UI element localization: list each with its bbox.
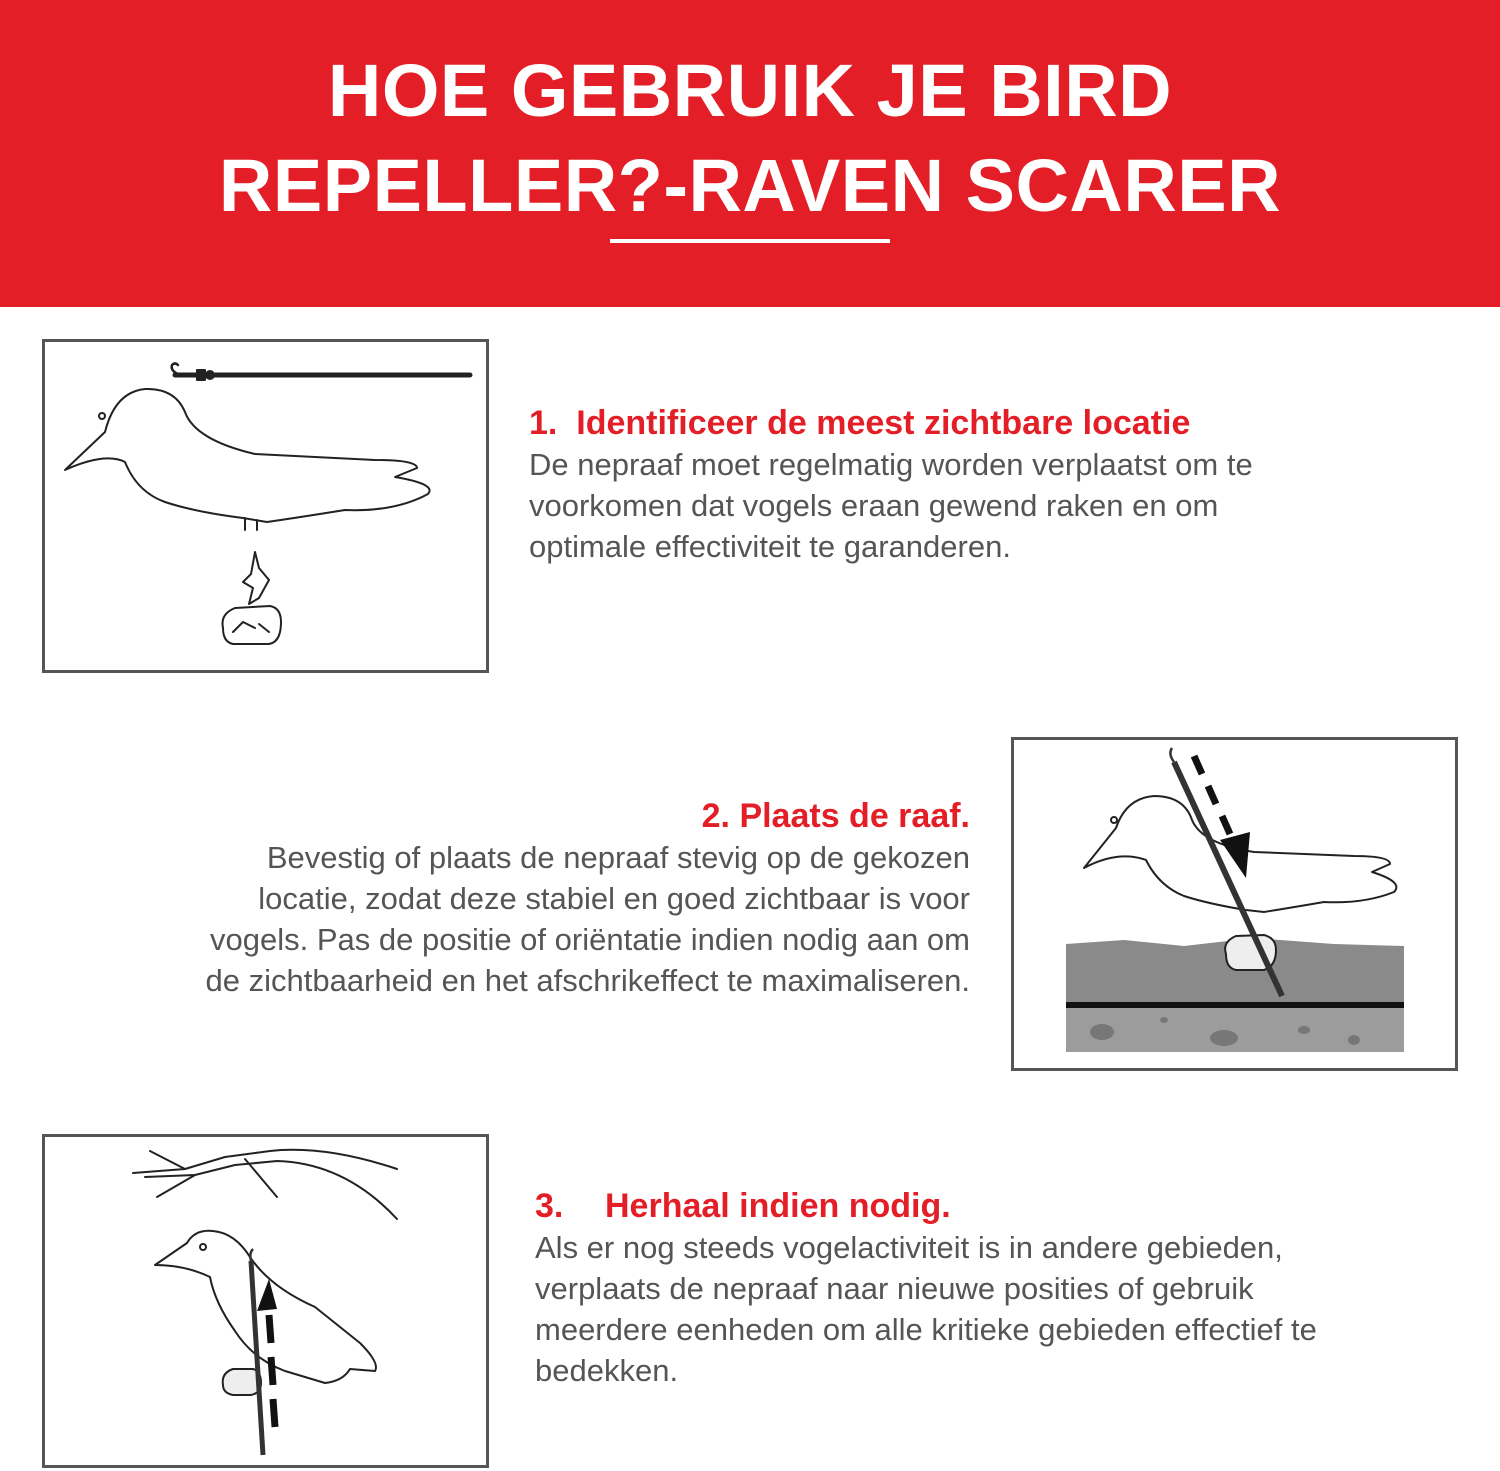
step-2-line-2: locatie, zodat deze stabiel en goed zichtbaar is voor [258, 881, 970, 916]
step-2-number: 2. [701, 797, 730, 835]
page-title-line-1: HOE GEBRUIK JE BIRD [327, 49, 1173, 132]
step-1-line-3: optimale effectiviteit te garanderen. [529, 529, 1011, 564]
crow-decoy-parts-icon [45, 342, 486, 670]
step-3-line-3: meerdere eenheden om alle kritieke gebieden effectief te [535, 1312, 1317, 1347]
header-banner [0, 0, 1500, 307]
step-2-line-4: de zichtbaarheid en het afschrikeffect te maximaliseren. [205, 963, 970, 998]
crow-placement-icon [1014, 740, 1455, 1068]
step-2-line-1: Bevestig of plaats de nepraaf stevig op de gekozen [266, 840, 970, 875]
step-3-number: 3. [535, 1187, 564, 1225]
step-3 [535, 1185, 1317, 1391]
title-underline [610, 239, 890, 243]
step-1-title: Identificeer de meest zichtbare locatie [576, 404, 1191, 442]
step-2-title: Plaats de raaf. [739, 797, 970, 835]
step-1-number: 1. [529, 404, 558, 442]
step-3-illustration [42, 1134, 489, 1468]
page-title-line-2: REPELLER?-RAVEN SCARER [218, 144, 1282, 227]
step-2-heading [206, 795, 971, 837]
step-3-line-4: bedekken. [535, 1353, 679, 1388]
crow-relocate-icon [45, 1137, 486, 1465]
step-3-line-2: verplaats de nepraaf naar nieuwe posities of gebruik [535, 1271, 1254, 1306]
step-2 [206, 795, 971, 1001]
step-3-heading [535, 1185, 1317, 1227]
step-1-heading [529, 402, 1253, 444]
step-2-line-3: vogels. Pas de positie of oriëntatie indien nodig aan om [210, 922, 970, 957]
step-2-illustration [1011, 737, 1458, 1071]
step-3-line-1: Als er nog steeds vogelactiviteit is in andere gebieden, [535, 1230, 1283, 1265]
step-1-line-2: voorkomen dat vogels eraan gewend raken en om [529, 488, 1219, 523]
step-1-line-1: De nepraaf moet regelmatig worden verplaatst om te [529, 447, 1253, 482]
step-3-title: Herhaal indien nodig. [605, 1187, 951, 1225]
step-1-illustration [42, 339, 489, 673]
step-1 [529, 402, 1253, 567]
